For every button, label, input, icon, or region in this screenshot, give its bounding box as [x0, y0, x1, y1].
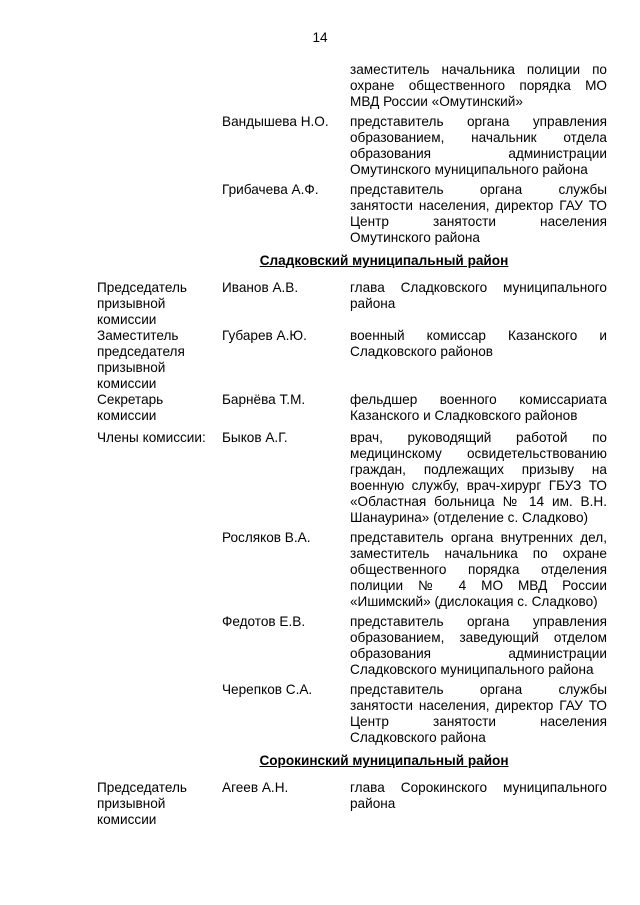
description-cell: глава Сладковского муниципального района — [350, 280, 607, 311]
page-number: 14 — [312, 30, 328, 45]
name-cell: Росляков В.А. — [222, 530, 311, 545]
table-row — [97, 392, 607, 424]
table-row — [97, 62, 607, 110]
role-cell: Члены комиссии: — [97, 430, 206, 445]
role-cell: Секретарь комиссии — [97, 392, 164, 423]
table-row — [97, 682, 607, 746]
name-cell: Иванов А.В. — [222, 280, 299, 295]
commission-list — [97, 62, 607, 828]
table-row — [97, 182, 607, 246]
description-cell: глава Сорокинского муниципального района — [350, 780, 607, 811]
description-cell: представитель органа службы занятости населения, директор ГАУ ТО Центр занятости населения Омутинского района — [350, 182, 607, 245]
role-cell — [97, 614, 222, 678]
section-heading: Сладковский муниципальный район — [259, 253, 509, 268]
description-cell: представитель органа управления образованием, начальник отдела образования администрации Омутинского муниципального района — [350, 114, 607, 177]
role-cell — [97, 682, 222, 746]
name-cell: Губарев А.Ю. — [222, 328, 307, 343]
role-cell — [97, 182, 222, 246]
name-cell: Барнёва Т.М. — [222, 392, 306, 407]
role-cell: Заместитель председателя призывной комиссии — [97, 328, 185, 391]
role-cell — [97, 114, 222, 178]
description-cell: военный комиссар Казанского и Сладковского районов — [350, 328, 607, 359]
table-row — [97, 614, 607, 678]
name-cell: Быков А.Г. — [222, 430, 288, 445]
name-cell — [222, 62, 350, 110]
description-cell: врач, руководящий работой по медицинскому освидетельствованию граждан, подлежащих призыву на военную службу, врач-хирург ГБУЗ ТО «Областная больница № 14 им. В.Н. Шанаурина» (отделение с. Сладково) — [350, 430, 607, 525]
name-cell: Федотов Е.В. — [222, 614, 306, 629]
table-row — [97, 280, 607, 328]
description-cell: заместитель начальника полиции по охране общественного порядка МО МВД России «Омутинский» — [350, 62, 607, 109]
description-cell: представитель органа управления образованием, заведующий отделом образования администрации Сладковского муниципального района — [350, 614, 607, 677]
table-row — [97, 328, 607, 392]
role-cell: Председатель призывной комиссии — [97, 780, 187, 827]
name-cell: Грибачева А.Ф. — [222, 182, 319, 197]
section-heading: Сорокинский муниципальный район — [259, 753, 509, 768]
description-cell: представитель органа службы занятости населения, директор ГАУ ТО Центр занятости населения Сладковского района — [350, 682, 607, 745]
table-row — [97, 530, 607, 610]
name-cell: Агеев А.Н. — [222, 780, 289, 795]
table-row — [97, 114, 607, 178]
table-row — [97, 430, 607, 526]
name-cell: Вандышева Н.О. — [222, 114, 329, 129]
role-cell: Председатель призывной комиссии — [97, 280, 187, 327]
description-cell: фельдшер военного комиссариата Казанского и Сладковского районов — [350, 392, 607, 423]
table-row — [97, 780, 607, 828]
description-cell: представитель органа внутренних дел, заместитель начальника по охране общественного порядка отделения полиции № 4 МО МВД России «Ишимский» (дислокация с. Сладково) — [350, 530, 607, 609]
role-cell — [97, 530, 222, 610]
role-cell — [97, 62, 222, 110]
name-cell: Черепков С.А. — [222, 682, 313, 697]
